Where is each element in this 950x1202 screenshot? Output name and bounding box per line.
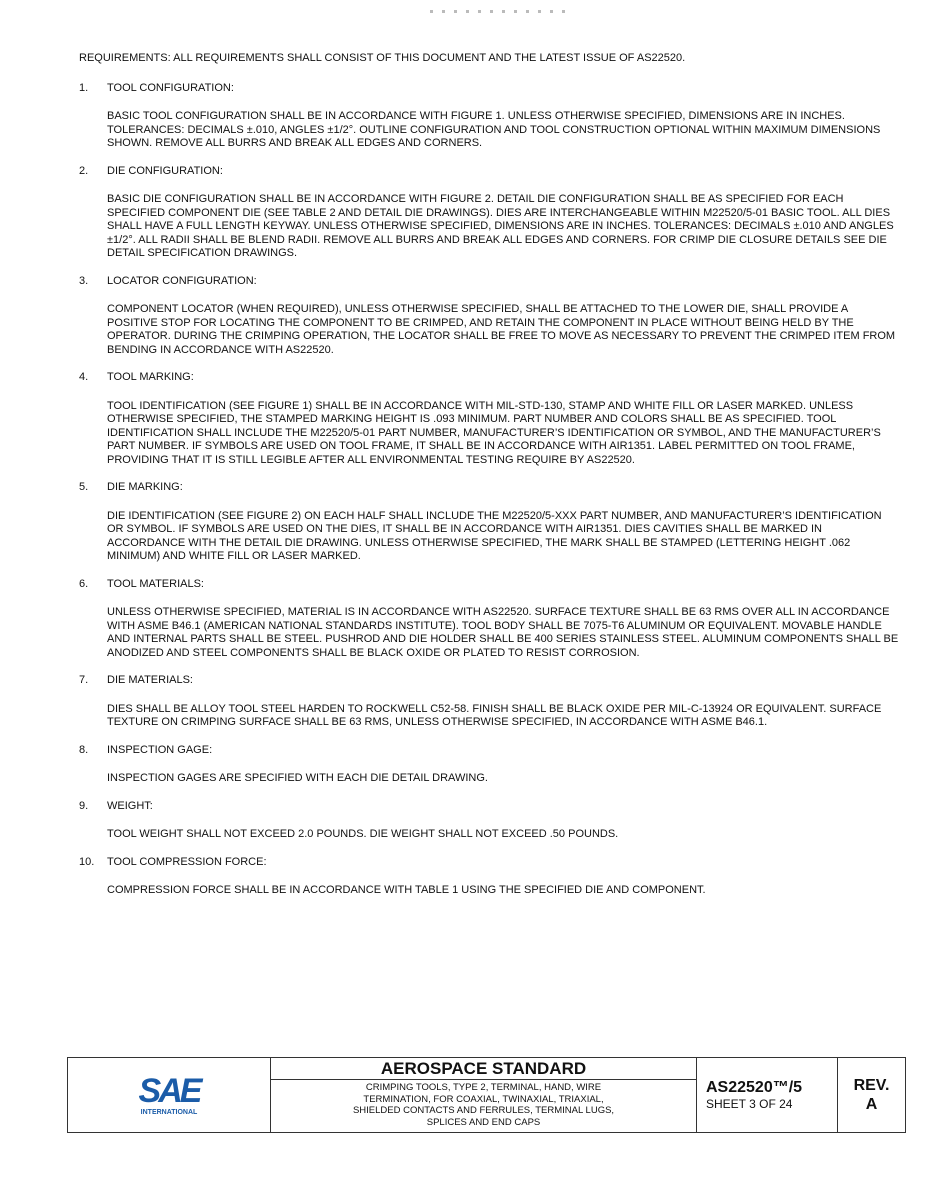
section-inspection-gage — [79, 744, 899, 786]
sae-logo-subtitle: INTERNATIONAL — [140, 1109, 198, 1116]
sae-logo — [68, 1058, 271, 1132]
section-number: 2. — [79, 164, 89, 177]
description-line: SPLICES AND END CAPS — [426, 1116, 541, 1128]
title-block-center — [271, 1058, 697, 1132]
section-body: TOOL IDENTIFICATION (SEE FIGURE 1) SHALL BE IN ACCORDANCE WITH MIL-STD-130, STAMP AND WHITE FILL OR LASER MARKED. UNLESS OTHERWISE SPECIFIED, THE STAMPED MARKING HEIGHT IS .093 MINIMUM. PART NUMBER AND COLORS SHALL BE AS SPECIFIED. TOOL IDENTIFICATION SHALL INCLUDE THE M22520/5-01 PART NUMBER, MANUFACTURER’S IDENTIFICATION OR SYMBOL, AND THE MANUFACTURER’S PART NUMBER. IF SYMBOLS ARE USED ON TOOL FRAME, IT SHALL BE IN ACCORDANCE WITH AIR1351. LABEL PERMITTED ON TOOL FRAME, PROVIDING THAT IT IS STILL LEGIBLE AFTER ALL ENVIRONMENTAL TESTING REQUIRE BY AS22520. — [107, 399, 881, 466]
revision-cell — [838, 1058, 905, 1132]
section-title: TOOL COMPRESSION FORCE: — [107, 855, 267, 868]
section-number: 8. — [79, 743, 89, 756]
section-die-marking — [79, 481, 899, 564]
section-body: BASIC DIE CONFIGURATION SHALL BE IN ACCORDANCE WITH FIGURE 2. DETAIL DIE CONFIGURATION SHALL BE AS SPECIFIED FOR EACH SPECIFIED COMPONENT DIE (SEE TABLE 2 AND DETAIL DIE DRAWINGS). DIES ARE INTERCHANGEABLE WITHIN M22520/5-01 BASIC TOOL. ALL DIES SHALL HAVE A FULL LENGTH KEYWAY. UNLESS OTHERWISE SPECIFIED, DIMENSIONS ARE IN INCHES. TOLERANCES: DECIMALS ±.010 AND ANGLES ±1/2°. ALL RADII SHALL BE BLEND RADII. REMOVE ALL BURRS AND BREAK ALL EDGES AND CORNERS. FOR CRIMP DIE CLOSURE DETAILS SEE DIE DETAIL SPECIFICATION DRAWINGS. — [107, 193, 894, 259]
document-number: AS22520™/5 — [706, 1079, 803, 1096]
section-locator-configuration — [79, 275, 899, 358]
standard-heading: AEROSPACE STANDARD — [271, 1058, 696, 1080]
section-body: COMPONENT LOCATOR (WHEN REQUIRED), UNLESS OTHERWISE SPECIFIED, SHALL BE ATTACHED TO THE LOWER DIE, SHALL PROVIDE A POSITIVE STOP FOR LOCATING THE COMPONENT TO BE CRIMPED, AND RETAIN THE COMPONENT IN PLACE WITHOUT BEING HELD BY THE OPERATOR. DURING THE CRIMPING OPERATION, THE LOCATOR SHALL BE FREE TO MOVE AS NECESSARY TO PREVENT THE CRIMPED ITEM FROM BENDING IN ACCORDANCE WITH AS22520. — [107, 303, 896, 356]
revision-label: REV. — [853, 1077, 890, 1094]
description-line: CRIMPING TOOLS, TYPE 2, TERMINAL, HAND, WIRE — [365, 1082, 602, 1093]
section-title: TOOL MATERIALS: — [107, 577, 204, 590]
section-tool-materials — [79, 578, 899, 661]
section-tool-compression-force — [79, 856, 899, 898]
section-body: DIE IDENTIFICATION (SEE FIGURE 2) ON EACH HALF SHALL INCLUDE THE M22520/5-XXX PART NUMBER, AND MANUFACTURER’S IDENTIFICATION OR SYMBOL. IF SYMBOLS ARE USED ON THE DIES, IT SHALL BE IN ACCORDANCE WITH AIR1351. DIES CAVITIES SHALL BE MARKED IN ACCORDANCE WITH THE DETAIL DIE DRAWING. UNLESS OTHERWISE SPECIFIED, THE MARK SHALL BE STAMPED (LETTERING HEIGHT .062 MINIMUM) AND WHITE FILL OR LASER MARKED. — [107, 509, 882, 562]
sae-logo-mark: SAE — [138, 1072, 200, 1110]
title-block — [67, 1057, 906, 1133]
document-body — [79, 52, 899, 912]
section-body: UNLESS OTHERWISE SPECIFIED, MATERIAL IS IN ACCORDANCE WITH AS22520. SURFACE TEXTURE SHALL BE 63 RMS OVER ALL IN ACCORDANCE WITH ASME B46.1 (AMERICAN NATIONAL STANDARDS INSTITUTE). TOOL BODY SHALL BE 7075-T6 ALUMINUM OR EQUIVALENT. MOVABLE HANDLE AND INTERNAL PARTS SHALL BE STEEL. PUSHROD AND DIE HOLDER SHALL BE 400 SERIES STAINLESS STEEL. ALUMINUM COMPONENTS SHALL BE ANODIZED AND STEEL COMPONENTS SHALL BE BLACK OXIDE OR PLATED TO RESIST CORROSION. — [107, 606, 899, 659]
section-number: 9. — [79, 799, 89, 812]
document-description — [271, 1080, 696, 1128]
section-die-materials — [79, 674, 899, 730]
section-title: DIE MATERIALS: — [107, 674, 193, 686]
section-title: DIE CONFIGURATION: — [107, 164, 223, 177]
requirements-statement: REQUIREMENTS: ALL REQUIREMENTS SHALL CONSIST OF THIS DOCUMENT AND THE LATEST ISSUE OF AS22520. — [79, 52, 686, 64]
sae-logo-icon — [129, 1072, 209, 1118]
section-title: TOOL MARKING: — [107, 371, 194, 383]
section-number: 1. — [79, 81, 89, 94]
sheet-number: SHEET 3 OF 24 — [706, 1097, 793, 1111]
section-number: 5. — [79, 481, 89, 493]
description-line: TERMINATION, FOR COAXIAL, TWINAXIAL, TRIAXIAL, — [363, 1093, 604, 1105]
section-title: LOCATOR CONFIGURATION: — [107, 274, 257, 287]
section-title: INSPECTION GAGE: — [107, 743, 213, 756]
section-title: TOOL CONFIGURATION: — [107, 81, 234, 94]
section-number: 4. — [79, 371, 89, 383]
section-body: BASIC TOOL CONFIGURATION SHALL BE IN ACCORDANCE WITH FIGURE 1. UNLESS OTHERWISE SPECIFIED, DIMENSIONS ARE IN INCHES. TOLERANCES: DECIMALS ±.010, ANGLES ±1/2°. OUTLINE CONFIGURATION AND TOOL CONSTRUCTION OPTIONAL WITHIN MAXIMUM DIMENSIONS SHOWN. REMOVE ALL BURRS AND BREAK ALL EDGES AND CORNERS. — [107, 110, 881, 149]
header-scan-mark — [430, 0, 590, 4]
section-body: COMPRESSION FORCE SHALL BE IN ACCORDANCE WITH TABLE 1 USING THE SPECIFIED DIE AND COMPONENT. — [107, 884, 706, 896]
section-tool-configuration — [79, 82, 899, 151]
section-body: DIES SHALL BE ALLOY TOOL STEEL HARDEN TO ROCKWELL C52-58. FINISH SHALL BE BLACK OXIDE PER MIL-C-13924 OR EQUIVALENT. SURFACE TEXTURE ON CRIMPING SURFACE SHALL BE 63 RMS, UNLESS OTHERWISE SPECIFIED, IN ACCORDANCE WITH ASME B46.1. — [107, 702, 882, 728]
section-number: 6. — [79, 577, 89, 590]
section-number: 7. — [79, 674, 89, 686]
section-body: TOOL WEIGHT SHALL NOT EXCEED 2.0 POUNDS. DIE WEIGHT SHALL NOT EXCEED .50 POUNDS. — [107, 828, 619, 840]
section-number: 3. — [79, 274, 89, 287]
document-number-cell — [697, 1058, 838, 1132]
section-die-configuration — [79, 165, 899, 261]
section-tool-marking — [79, 371, 899, 467]
section-title: DIE MARKING: — [107, 481, 183, 493]
description-line: SHIELDED CONTACTS AND FERRULES, TERMINAL LUGS, — [352, 1105, 615, 1116]
revision-value: A — [865, 1096, 878, 1113]
section-number: 10. — [79, 855, 95, 868]
section-title: WEIGHT: — [107, 799, 153, 812]
section-body: INSPECTION GAGES ARE SPECIFIED WITH EACH DIE DETAIL DRAWING. — [107, 772, 488, 784]
section-weight — [79, 800, 899, 842]
